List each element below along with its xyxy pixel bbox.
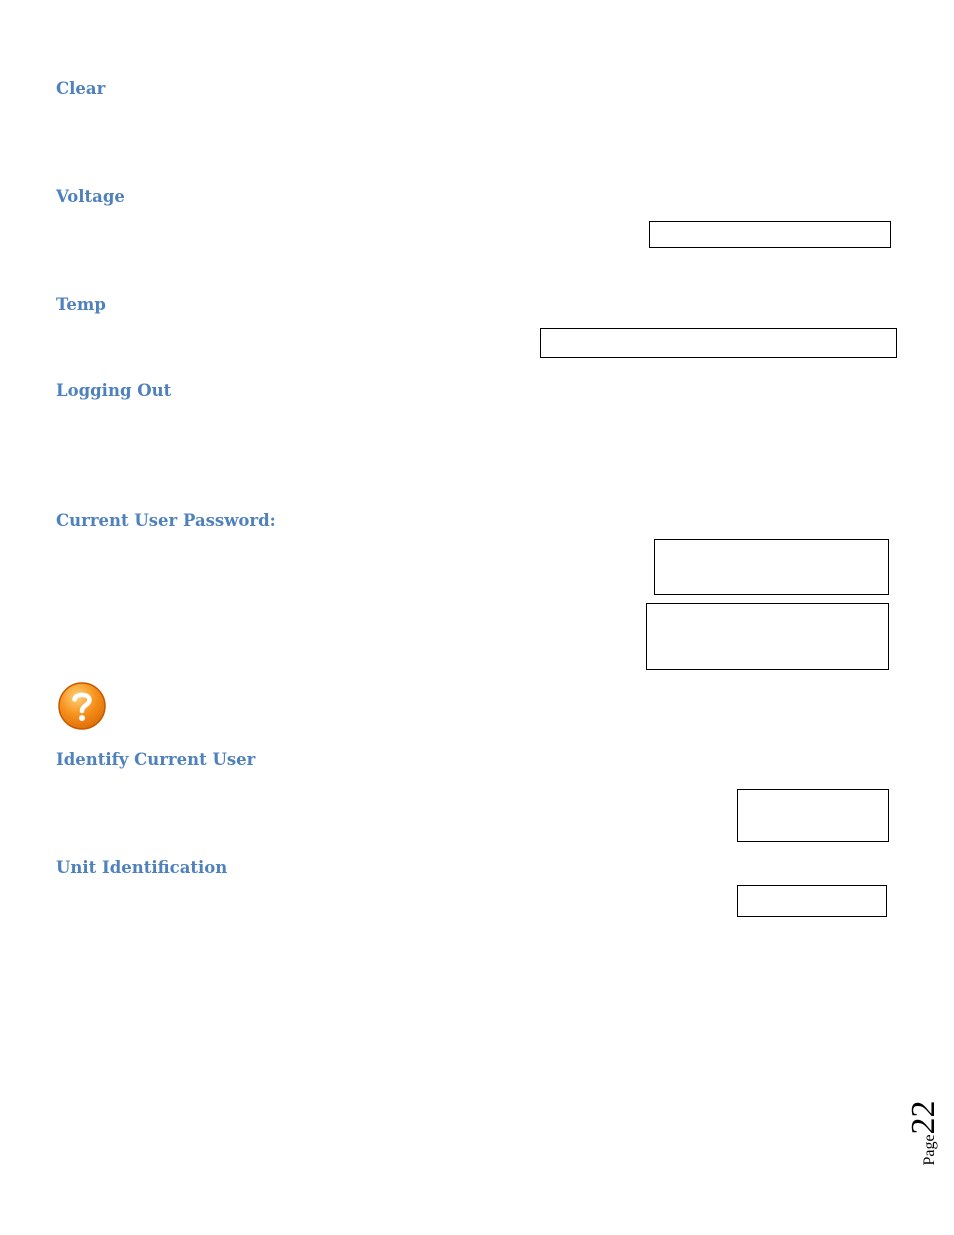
voltage-image-box xyxy=(649,221,891,248)
heading-logging-out: Logging Out xyxy=(56,381,172,400)
heading-clear: Clear xyxy=(56,79,106,98)
heading-identify-current-user: Identify Current User xyxy=(56,750,256,769)
password-image-box-2 xyxy=(646,603,889,670)
heading-voltage: Voltage xyxy=(56,187,125,206)
heading-unit-identification: Unit Identification xyxy=(56,858,228,877)
identify-user-image-box xyxy=(737,789,889,842)
heading-temp: Temp xyxy=(56,295,106,314)
unit-identification-image-box xyxy=(737,885,887,917)
page-number-value: 22 xyxy=(905,1100,942,1135)
question-mark-icon xyxy=(57,681,107,731)
password-image-box-1 xyxy=(654,539,889,595)
page-number xyxy=(903,1094,945,1172)
page-label: Page xyxy=(921,1134,938,1166)
temp-image-box xyxy=(540,328,897,358)
heading-current-user-password: Current User Password: xyxy=(56,511,276,530)
